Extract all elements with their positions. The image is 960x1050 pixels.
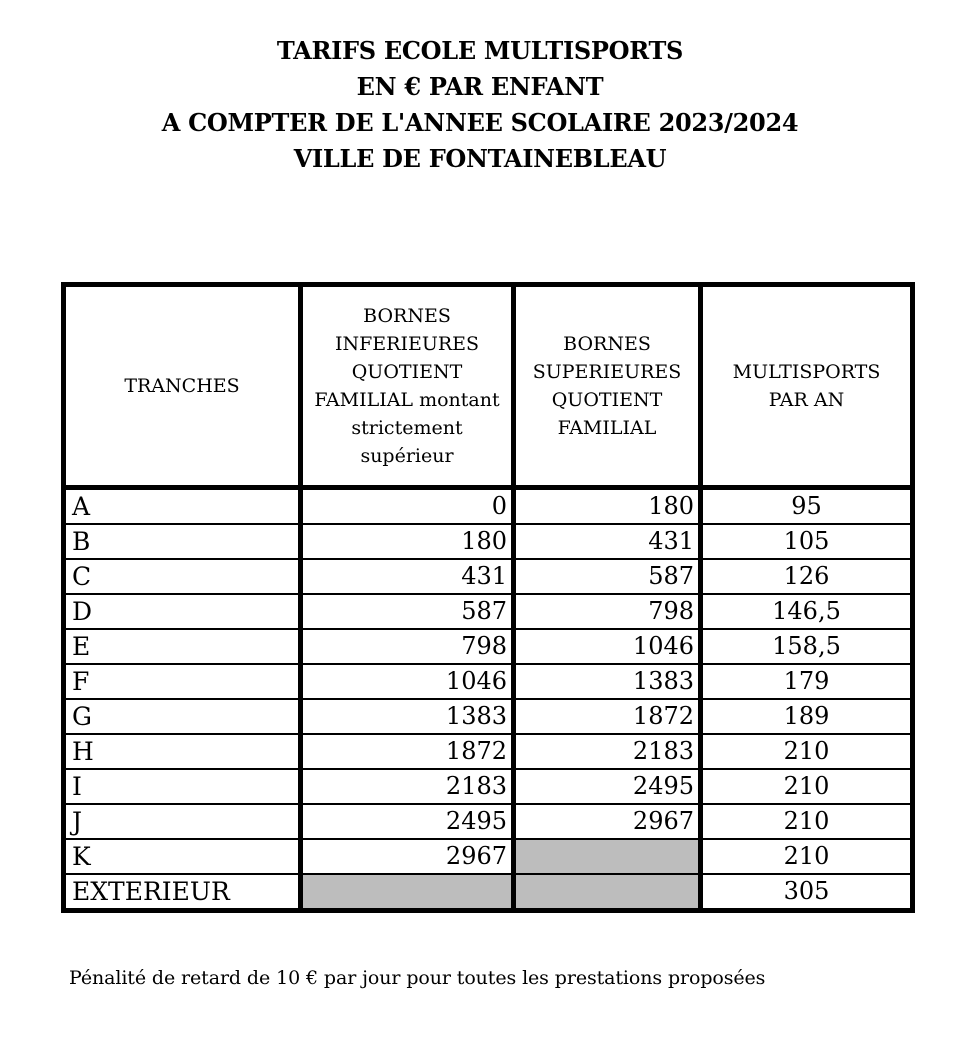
table-row: [64, 734, 913, 769]
cell-borne-superieure: 2967: [514, 804, 701, 839]
table-header-row: [64, 285, 913, 488]
table-row: [64, 839, 913, 874]
header-line: BORNES: [363, 305, 451, 327]
title-line-4: VILLE DE FONTAINEBLEAU: [293, 144, 667, 173]
late-penalty-note: Pénalité de retard de 10 € par jour pour toutes les prestations proposées: [69, 967, 766, 989]
cell-tarif: 105: [701, 524, 913, 559]
tariff-table: [61, 282, 915, 913]
table-row: [64, 594, 913, 629]
cell-tranche: F: [64, 664, 301, 699]
cell-borne-inferieure: 1383: [301, 699, 514, 734]
cell-borne-superieure: 180: [514, 488, 701, 525]
cell-tarif: 210: [701, 769, 913, 804]
header-bornes-inferieures: [301, 285, 514, 488]
header-line: QUOTIENT: [351, 361, 463, 383]
table-row: [64, 629, 913, 664]
cell-tranche: B: [64, 524, 301, 559]
cell-borne-inferieure: 0: [301, 488, 514, 525]
header-tranches: [64, 285, 301, 488]
cell-borne-superieure: 431: [514, 524, 701, 559]
table-row: [64, 524, 913, 559]
table-row: [64, 664, 913, 699]
cell-borne-inferieure: 587: [301, 594, 514, 629]
cell-tarif: 158,5: [701, 629, 913, 664]
header-line: BORNES: [563, 333, 651, 355]
cell-tranche: D: [64, 594, 301, 629]
header-line: SUPERIEURES: [532, 361, 682, 383]
header-line: INFERIEURES: [334, 333, 480, 355]
cell-tranche: A: [72, 492, 91, 521]
header-multisports-par-an: [701, 285, 913, 488]
cell-tarif: 210: [701, 734, 913, 769]
header-line: FAMILIAL montant: [314, 389, 500, 411]
cell-tranche: K: [64, 839, 301, 874]
table-row: [64, 874, 913, 911]
title-line-2: EN € PAR ENFANT: [356, 72, 604, 101]
cell-tranche: EXTERIEUR: [64, 874, 301, 911]
cell-tarif: 179: [701, 664, 913, 699]
cell-borne-superieure: 1872: [514, 699, 701, 734]
header-bornes-superieures: [514, 285, 701, 488]
cell-borne-inferieure: 1872: [301, 734, 514, 769]
cell-tranche: I: [64, 769, 301, 804]
cell-borne-superieure: 2495: [514, 769, 701, 804]
cell-tranche: H: [64, 734, 301, 769]
table-row: [64, 769, 913, 804]
header-line: FAMILIAL: [557, 417, 657, 439]
table-row: [64, 699, 913, 734]
cell-borne-superieure: 2183: [514, 734, 701, 769]
cell-borne-inferieure: 180: [301, 524, 514, 559]
cell-borne-inferieure: 1046: [301, 664, 514, 699]
title-line-1: TARIFS ECOLE MULTISPORTS: [276, 36, 684, 65]
cell-borne-superieure: 1383: [514, 664, 701, 699]
cell-borne-inferieure: 431: [301, 559, 514, 594]
cell-tarif: 305: [701, 874, 913, 911]
document-title: [0, 33, 960, 177]
cell-tarif: 210: [701, 839, 913, 874]
cell-borne-superieure: 587: [514, 559, 701, 594]
cell-borne-inferieure: 798: [301, 629, 514, 664]
cell-tranche: G: [64, 699, 301, 734]
cell-tranche: C: [64, 559, 301, 594]
cell-tarif: 189: [701, 699, 913, 734]
cell-empty-grey: [301, 874, 514, 911]
table-row: [64, 804, 913, 839]
cell-tarif: 146,5: [701, 594, 913, 629]
cell-tranche: E: [64, 629, 301, 664]
table-row: [64, 488, 913, 525]
cell-tarif: 95: [701, 488, 913, 525]
cell-empty-grey: [514, 839, 701, 874]
table-row: [64, 559, 913, 594]
header-line: TRANCHES: [124, 375, 240, 397]
header-line: strictement: [351, 417, 463, 439]
cell-borne-inferieure: 2183: [301, 769, 514, 804]
cell-borne-superieure: 1046: [514, 629, 701, 664]
header-line: supérieur: [360, 445, 454, 467]
cell-borne-superieure: 798: [514, 594, 701, 629]
cell-tranche: J: [64, 804, 301, 839]
header-line: PAR AN: [768, 389, 845, 411]
cell-tarif: 126: [701, 559, 913, 594]
cell-borne-inferieure: 2495: [301, 804, 514, 839]
title-line-3: A COMPTER DE L'ANNEE SCOLAIRE 2023/2024: [161, 108, 799, 137]
header-line: MULTISPORTS: [732, 361, 881, 383]
cell-empty-grey: [514, 874, 701, 911]
cell-tarif: 210: [701, 804, 913, 839]
header-line: QUOTIENT: [551, 389, 663, 411]
cell-borne-inferieure: 2967: [301, 839, 514, 874]
